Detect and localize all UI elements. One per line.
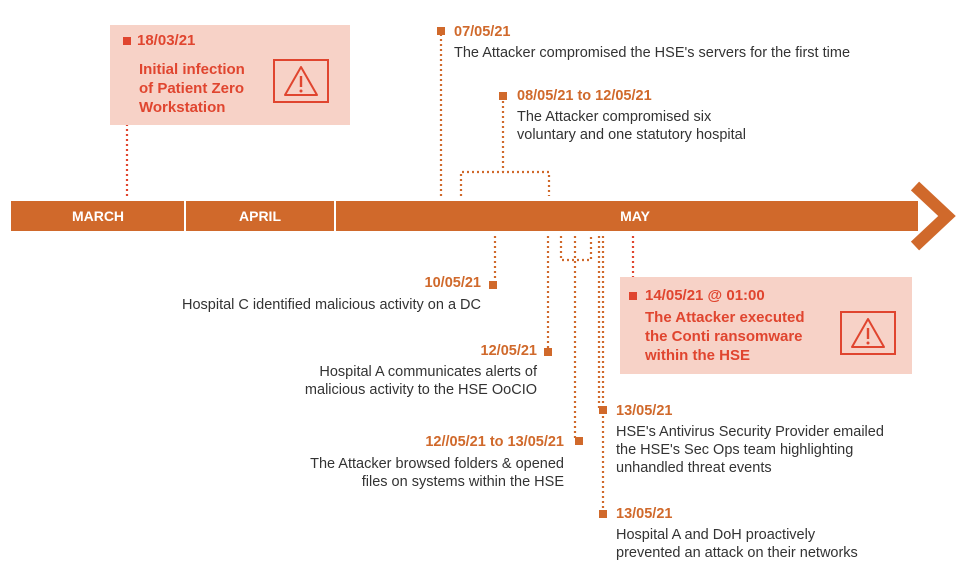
event-date-prevented: 13/05/21	[616, 506, 673, 522]
event-date-hospital-c: 10/05/21	[424, 275, 481, 291]
marker	[599, 406, 607, 414]
marker	[489, 281, 497, 289]
event-text-hospital-a: Hospital A communicates alerts of malicious activity to the HSE OoCIO	[304, 364, 537, 398]
marker	[123, 37, 131, 45]
event-text-browsed: The Attacker browsed folders & opened files on systems within the HSE	[310, 456, 564, 490]
event-date: 18/03/21	[137, 32, 196, 49]
marker	[599, 510, 607, 518]
month-label-march: MARCH	[71, 208, 125, 224]
event-date-hospitals: 08/05/21 to 12/05/21	[517, 88, 652, 104]
event-title: The Attacker executed the Conti ransomware within the HSE	[645, 309, 805, 364]
warning-triangle-icon	[840, 311, 896, 355]
marker	[499, 92, 507, 100]
marker	[544, 348, 552, 356]
event-date-antivirus: 13/05/21	[616, 403, 673, 419]
event-title: Initial infection of Patient Zero Workstation	[139, 61, 245, 116]
event-text-prevented: Hospital A and DoH proactively prevented an attack on their networks	[616, 527, 858, 561]
event-date-hospital-a: 12/05/21	[480, 343, 537, 359]
marker	[575, 437, 583, 445]
month-label-april: APRIL	[239, 208, 281, 224]
event-text-hospital-c: Hospital C identified malicious activity on a DC	[182, 297, 481, 313]
event-text-servers: The Attacker compromised the HSE's servers for the first time	[454, 45, 851, 61]
event-date-browsed: 12//05/21 to 13/05/21	[425, 434, 564, 450]
ransomware-box	[620, 277, 912, 374]
marker	[629, 292, 637, 300]
event-date: 14/05/21 @ 01:00	[645, 287, 765, 304]
event-date-servers: 07/05/21	[454, 24, 511, 40]
event-text-antivirus: HSE's Antivirus Security Provider emailed the HSE's Sec Ops team highlighting unhandled threat events	[616, 424, 884, 476]
month-label-may: MAY	[620, 208, 650, 224]
event-text-hospitals: The Attacker compromised six voluntary and one statutory hospital	[517, 109, 746, 143]
initial-infection-box	[110, 25, 350, 125]
warning-triangle-icon	[273, 59, 329, 103]
marker	[437, 27, 445, 35]
